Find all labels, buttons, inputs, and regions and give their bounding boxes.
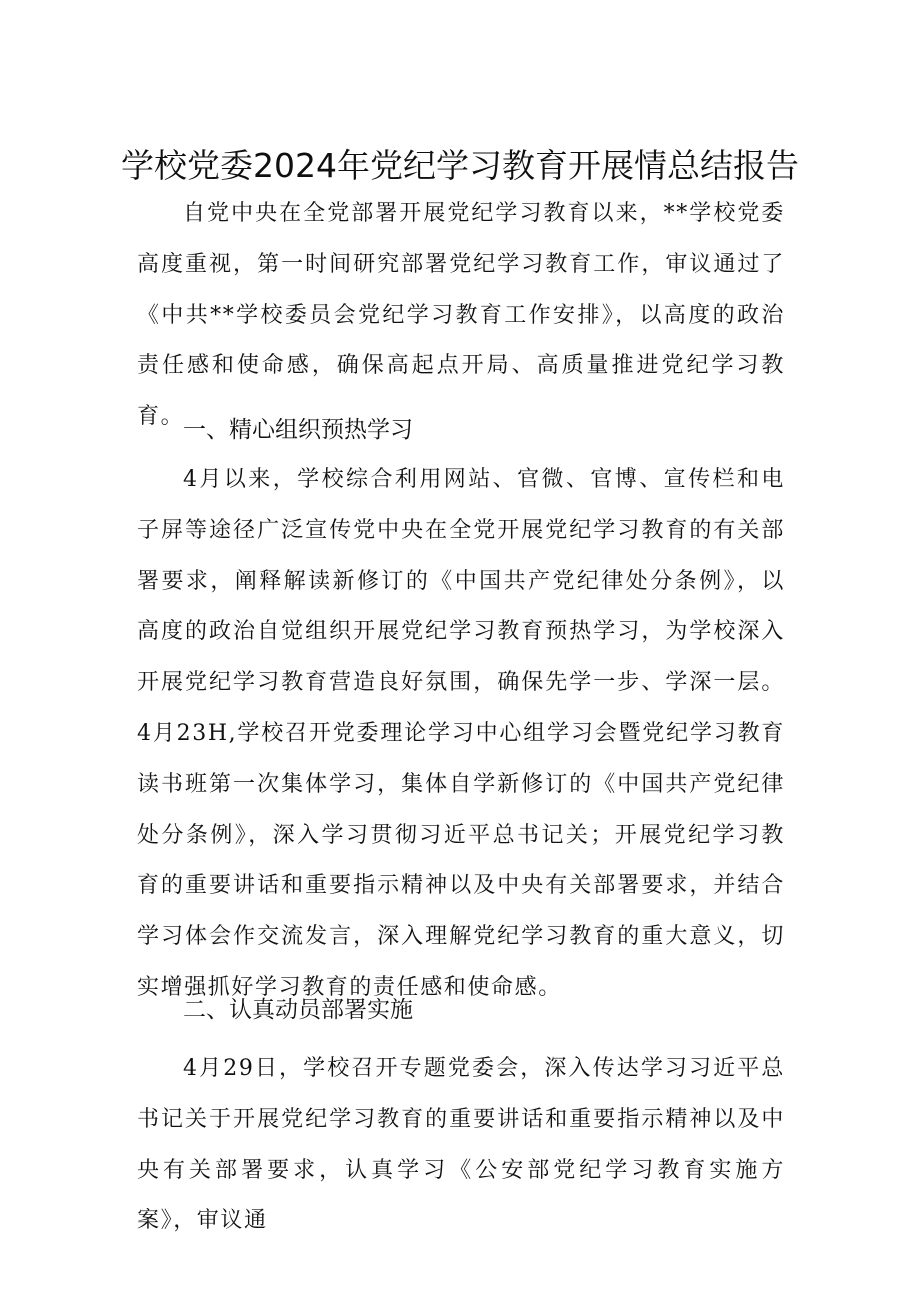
- section-paragraph: 4月以来，学校综合利用网站、官微、官博、宣传栏和电子屏等途径广泛宣传党中央在全党开展党纪学习教育的有关部署要求，阐释解读新修订的《中国共产党纪律处分条例》，以高度的政治自觉组织开展党纪学习教育预热学习，为学校深入开展党纪学习教育营造良好氛围，确保先学一步、学深一层。4月23H,学校召开党委理论学习中心组学习会暨党纪学习教育读书班第一次集体学习，集体自学新修订的《中国共产党纪律处分条例》，深入学习贯彻习近平总书记关；开展党纪学习教育的重要讲话和重要指示精神以及中央有关部署要求，并结合学习体会作交流发言，深入理解党纪学习教育的重大意义，切实增强抓好学习教育的责任感和使命感。: [137, 467, 785, 1000]
- section-paragraph: 4月29日，学校召开专题党委会，深入传达学习习近平总书记关于开展党纪学习教育的重要讲话和重要指示精神以及中央有关部署要求，认真学习《公安部党纪学习教育实施方案》，审议通: [137, 1056, 785, 1234]
- section-heading: 二、认真动员部署实施: [183, 997, 413, 1023]
- document-title: 学校党委2024年党纪学习教育开展情总结报告: [121, 146, 799, 185]
- intro-paragraph: 自党中央在全党部署开展党纪学习教育以来，**学校党委高度重视，第一时间研究部署党纪学习教育工作，审议通过了《中共**学校委员会党纪学习教育工作安排》，以高度的政治责任感和使命感，确保高起点开局、高质量推进党纪学习教育。: [137, 201, 785, 430]
- section-heading: 一、精心组织预热学习: [183, 417, 413, 443]
